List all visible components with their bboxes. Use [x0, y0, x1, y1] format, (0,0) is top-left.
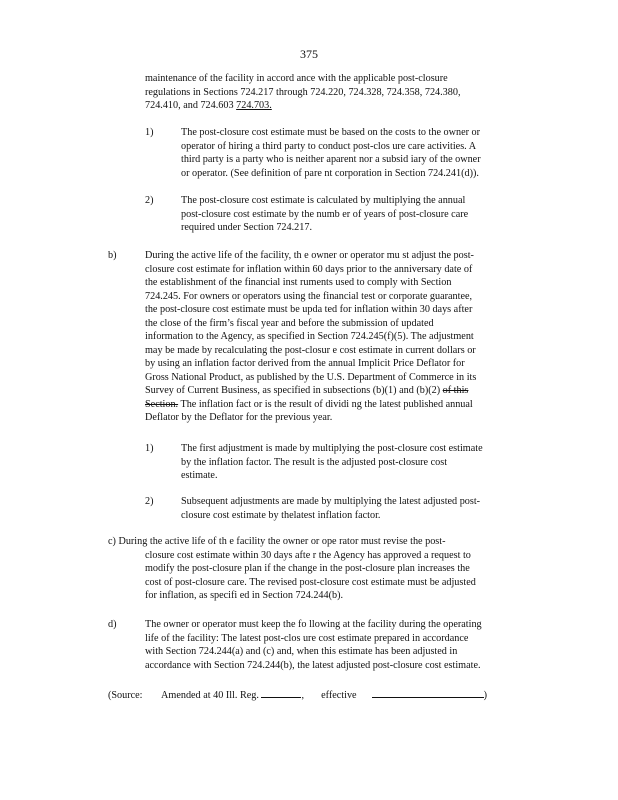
struck-text: of this — [442, 385, 469, 396]
text-line: 724.245. For owners or operators using the financial test or corporate guarantee, — [145, 290, 473, 302]
text-line: may be made by recalculating the post-closur e cost estimate in current dollars or — [145, 344, 476, 356]
effective-date-blank — [372, 686, 484, 698]
item-b1-paragraph — [181, 442, 541, 483]
text-line: operator of hiring a third party to conduct post-clos ure care activities. A — [181, 140, 477, 152]
text-line — [145, 384, 541, 398]
text-line: The post-closure cost estimate must be based on the costs to the owner or — [181, 127, 481, 138]
text-line: Subsequent adjustments are made by multiplying the latest adjusted post- — [181, 496, 481, 507]
item-b-paragraph — [145, 249, 541, 425]
source-note — [108, 686, 538, 703]
amended-text: Amended at 40 Ill. Reg. — [161, 690, 259, 701]
text-line: cost of post-closure care. The revised post-closure cost estimate must be adjusted — [145, 576, 476, 588]
text-line: by using an inflation factor derived from the annual Implicit Price Deflator for — [145, 358, 465, 369]
text-segment: The inflation fact or is the result of dividi ng the latest published annual — [180, 398, 473, 410]
item-marker: 1) — [145, 443, 154, 454]
text-line: The first adjustment is made by multiplying the post-closure cost estimate — [181, 443, 483, 454]
text-line: for inflation, as specifi ed in Section 724.244(b). — [145, 590, 344, 601]
text-line — [108, 686, 538, 703]
text-line: closure cost estimate for inflation within 60 days prior to the anniversary date of — [145, 263, 473, 275]
register-page-blank — [261, 686, 301, 698]
text-segment: Survey of Current Business, as specified in subsections (b)(1) and (b)(2) — [145, 385, 441, 396]
close-paren: ) — [483, 690, 488, 701]
page-number: 375 — [300, 47, 318, 61]
item-d-paragraph — [145, 618, 541, 672]
text-line: information to the Agency, as specified in Section 724.245(f)(5). The adjustment — [145, 331, 474, 342]
text-line: regulations in Sections 724.217 through 724.220, 724.328, 724.358, 724.380, — [145, 86, 461, 98]
item-marker: b) — [108, 250, 117, 261]
intro-paragraph — [145, 72, 540, 113]
text-line: by the inflation factor. The result is the adjusted post-closure cost — [181, 456, 448, 468]
text-line: Deflator by the Deflator for the previous year. — [145, 412, 333, 423]
text-line: estimate. — [181, 470, 218, 481]
text-line — [145, 99, 540, 113]
text-line: with Section 724.244(a) and (c) and, when this estimate has been adjusted in — [145, 646, 458, 657]
item-c-paragraph — [108, 535, 542, 603]
text-line: post-closure cost estimate by the numb er of years of post-closure care — [181, 208, 469, 220]
text-line: The post-closure cost estimate is calculated by multiplying the annual — [181, 195, 466, 206]
comma: , — [301, 690, 305, 701]
text-line: closure cost estimate by thelatest inflation factor. — [181, 509, 381, 521]
text-line: life of the facility: The latest post-clos ure cost estimate prepared in accordance — [145, 632, 469, 644]
text-line: c) During the active life of th e facility the owner or ope rator must revise the post- — [108, 536, 446, 547]
item-marker: 2) — [145, 195, 154, 206]
text-line: The owner or operator must keep the fo llowing at the facility during the operating — [145, 619, 482, 630]
effective-text: effective — [321, 690, 357, 701]
text-line: During the active life of the facility, th e owner or operator mu st adjust the post- — [145, 250, 474, 261]
text-line: Gross National Product, as published by the U.S. Department of Commerce in its — [145, 371, 477, 383]
item-marker: 1) — [145, 127, 154, 138]
text-line: required under Section 724.217. — [181, 222, 312, 233]
text-line: or operator. (See definition of pare nt corporation in Section 724.241(d)). — [181, 167, 479, 179]
item-a1-paragraph — [181, 126, 541, 180]
source-label: (Source: — [108, 690, 143, 701]
text-line: modify the post-closure plan if the change in the post-closure plan increases the — [145, 563, 470, 574]
item-marker: d) — [108, 619, 117, 630]
text-line: the establishment of the financial inst ruments used to comply with Section — [145, 277, 452, 288]
text-line: maintenance of the facility in accord ance with the applicable post-closure — [145, 73, 448, 84]
text-line: the close of the firm’s fiscal year and before the submission of updated — [145, 317, 434, 329]
underlined-reference: 724.703. — [236, 100, 272, 111]
text-line: third party is a party who is neither aparent nor a subsid iary of the owner — [181, 154, 481, 165]
text-segment: 724.410, and 724.603 — [145, 100, 234, 111]
text-line: accordance with Section 724.244(b), the latest adjusted post-closure cost estimate. — [145, 659, 481, 671]
text-line — [145, 398, 541, 412]
text-line: closure cost estimate within 30 days afte r the Agency has approved a request to — [145, 549, 471, 561]
struck-text: Section. — [145, 398, 179, 410]
item-b2-paragraph — [181, 495, 541, 522]
item-marker: 2) — [145, 496, 154, 507]
text-line: the post-closure cost estimate must be upda ted for inflation within 30 days after — [145, 304, 473, 315]
item-a2-paragraph — [181, 194, 541, 235]
